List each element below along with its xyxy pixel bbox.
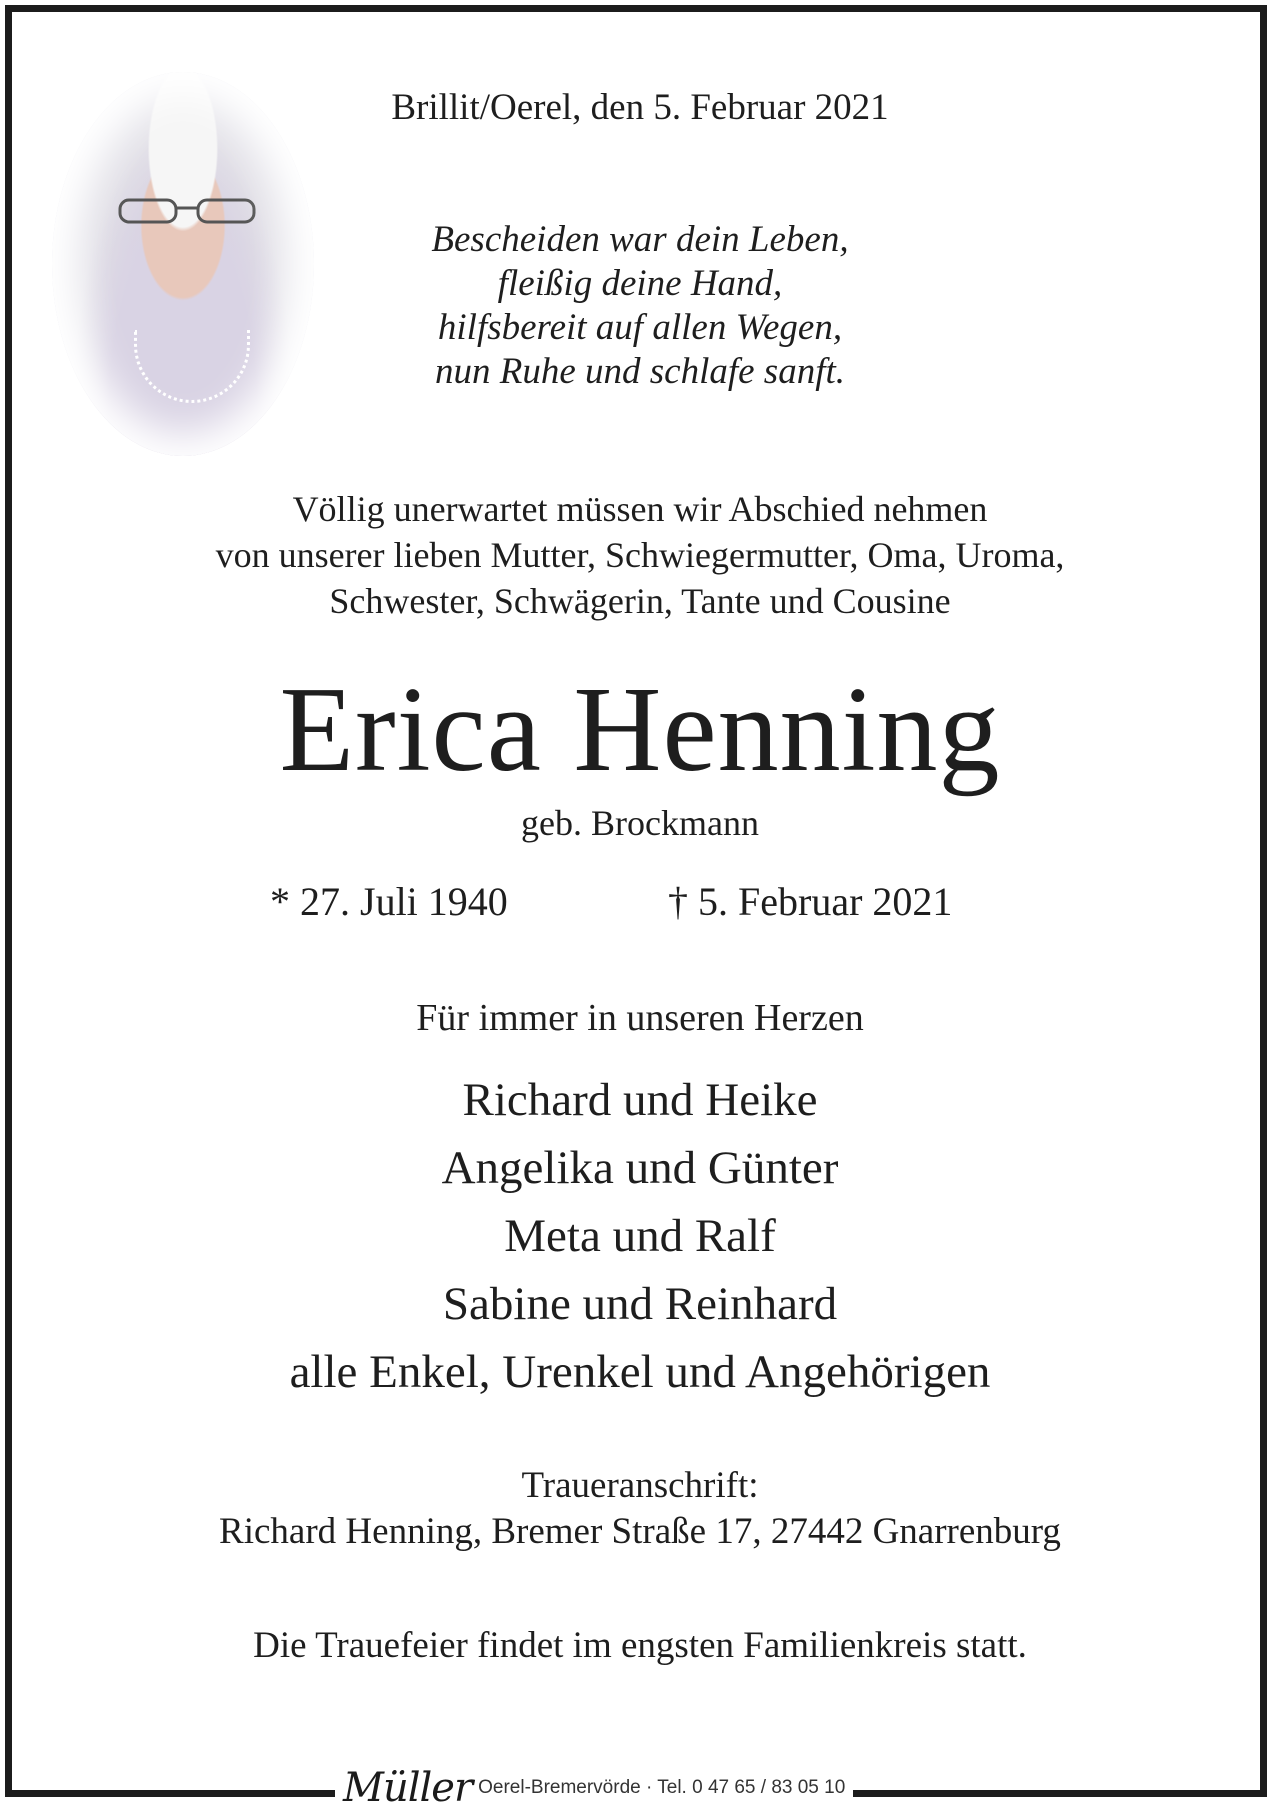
maiden-name: geb. Brockmann [521,803,759,843]
intro-text [0,486,1280,624]
verse-line: Bescheiden war dein Leben, [431,219,849,260]
mourner: Sabine und Reinhard [442,1278,838,1330]
footer [335,1758,853,1818]
death-date: † 5. Februar 2021 [668,879,953,924]
deceased-name: Erica Henning [279,662,1001,797]
funeral-home-contact: Oerel-Bremervörde · Tel. 0 47 65 / 83 05 10 [478,1777,846,1798]
forever-line: Für immer in unseren Herzen [416,997,864,1039]
intro-line: Völlig unerwartet müssen wir Abschied nehmen [292,489,988,529]
pearl-necklace [134,330,250,403]
portrait-photo [52,72,314,456]
mourner: Richard und Heike [462,1074,818,1126]
intro-line: Schwester, Schwägerin, Tante und Cousine [329,581,951,621]
verse-line: fleißig deine Hand, [497,263,783,304]
mourner: Angelika und Günter [441,1142,839,1194]
glasses-drawing [112,196,262,226]
ceremony-note: Die Trauefeier findet im engsten Familienkreis statt. [253,1625,1027,1666]
mourner: Meta und Ralf [504,1210,776,1262]
mourning-address: Richard Henning, Bremer Straße 17, 27442 Gnarrenburg [219,1511,1061,1552]
mourners-list [0,1066,1280,1406]
verse [330,218,950,394]
verse-line: nun Ruhe und schlafe sanft. [434,351,846,392]
dateline: Brillit/Oerel, den 5. Februar 2021 [391,87,889,128]
intro-line: von unserer lieben Mutter, Schwiegermutter, Oma, Uroma, [215,535,1065,575]
address-label: Traueranschrift: [521,1465,759,1506]
verse-line: hilfsbereit auf allen Wegen, [437,307,843,348]
mourner: alle Enkel, Urenkel und Angehörigen [289,1346,991,1398]
funeral-home-logo: Müller [343,1765,473,1811]
birth-date: * 27. Juli 1940 [270,879,508,924]
